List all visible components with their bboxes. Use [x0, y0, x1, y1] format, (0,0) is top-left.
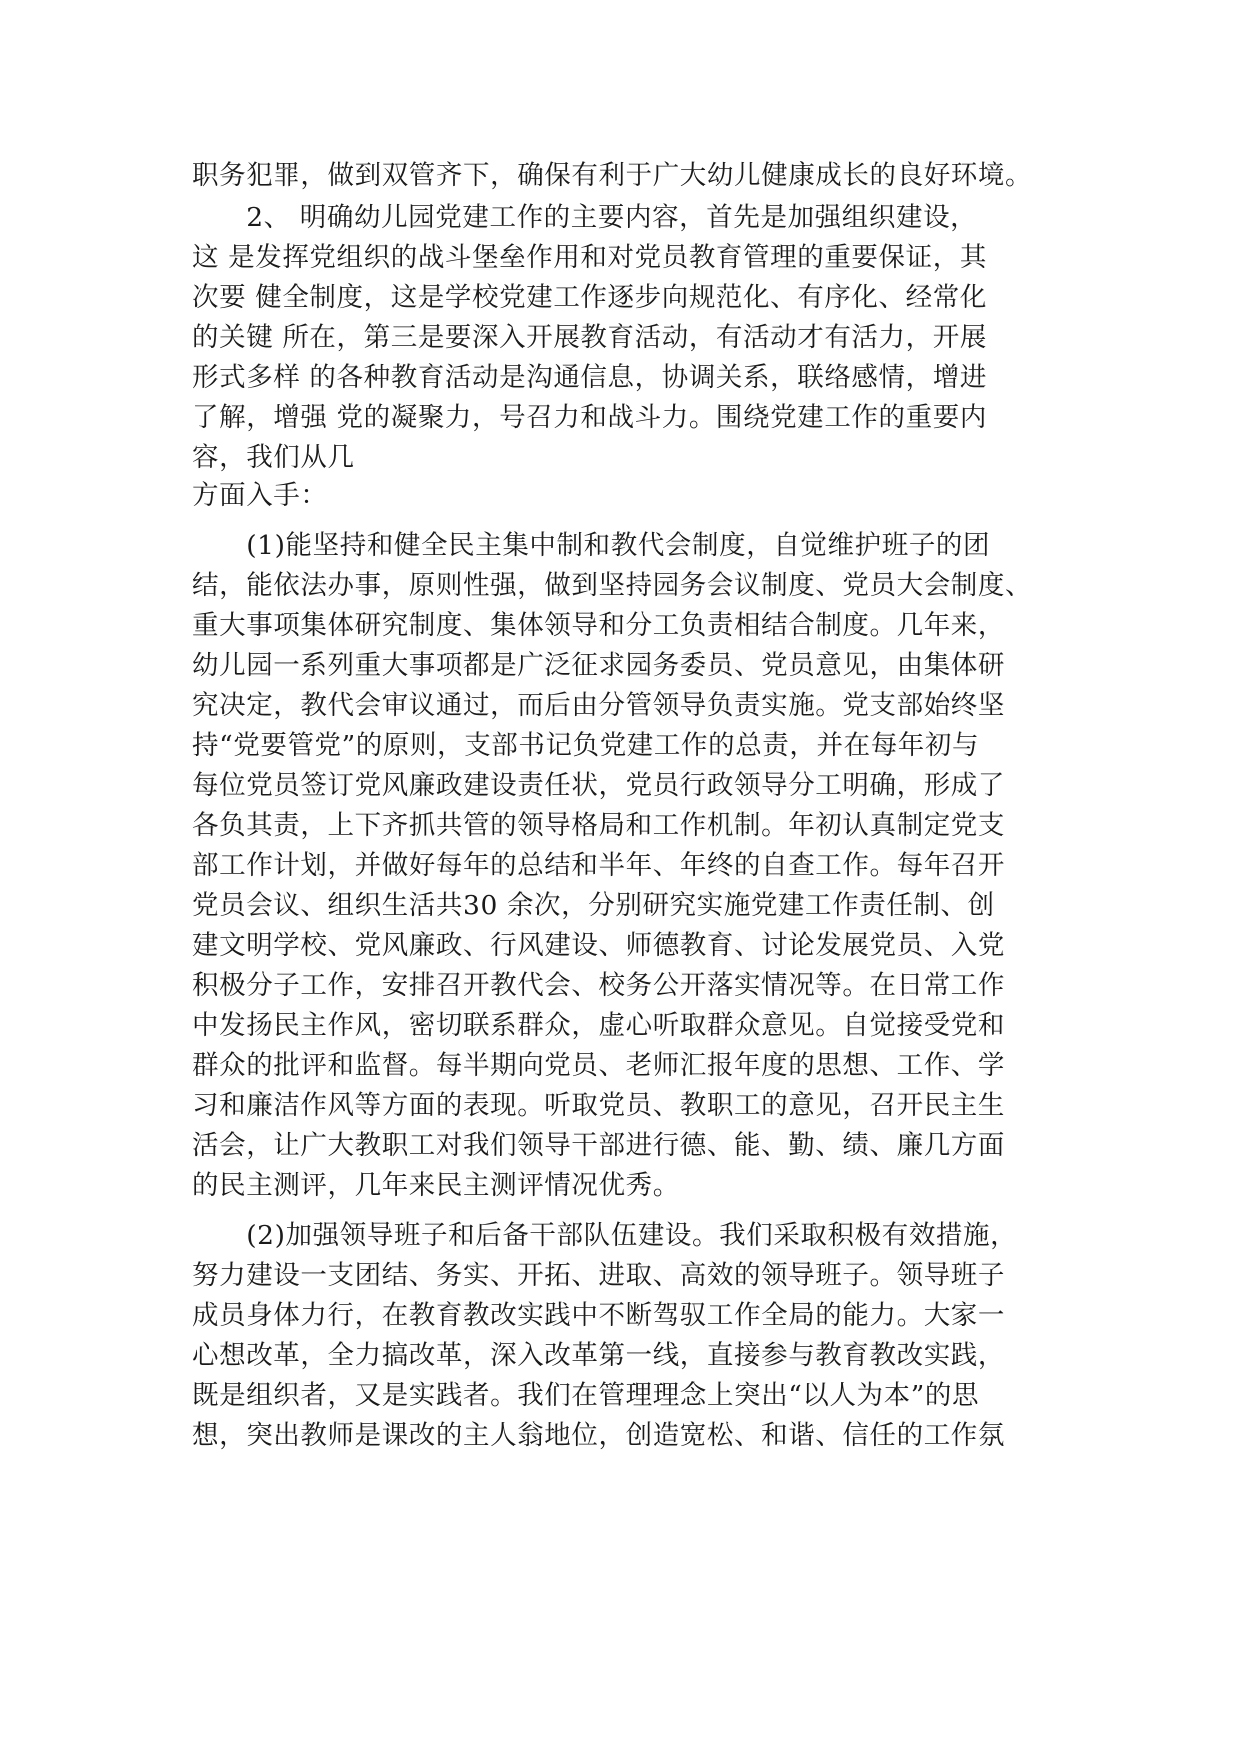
text-line: 心想改革，全力搞改革，深入改革第一线，直接参与教育教改实践， — [192, 1340, 1005, 1371]
text-line: 了解，增强 党的凝聚力，号召力和战斗力。围绕党建工作的重要内 — [192, 402, 987, 433]
text-line: 结，能依法办事，原则性强，做到坚持园务会议制度、党员大会制度、 — [192, 570, 1033, 601]
text-line: 究决定，教代会审议通过，而后由分管领导负责实施。党支部始终坚 — [192, 690, 1005, 721]
text-line: 建文明学校、党风廉政、行风建设、师德教育、讨论发展党员、入党 — [192, 930, 1005, 961]
text-line: 次要 健全制度，这是学校党建工作逐步向规范化、有序化、经常化 — [192, 282, 987, 313]
text-line: 每位党员签订党风廉政建设责任状，党员行政领导分工明确，形成了 — [192, 770, 1005, 801]
text-line: 幼儿园一系列重大事项都是广泛征求园务委员、党员意见，由集体研 — [192, 650, 1005, 681]
text-line: 积极分子工作，安排召开教代会、校务公开落实情况等。在日常工作 — [192, 970, 1005, 1001]
text-line: 职务犯罪，做到双管齐下，确保有利于广大幼儿健康成长的良好环境。 — [192, 160, 1033, 191]
text-line: 容，我们从几 — [192, 442, 355, 473]
text-line: 形式多样 的各种教育活动是沟通信息，协调关系，联络感情，增进 — [192, 362, 987, 393]
text-line: 这 是发挥党组织的战斗堡垒作用和对党员教育管理的重要保证，其 — [192, 242, 987, 273]
text-line: 既是组织者，又是实践者。我们在管理理念上突出“以人为本”的思 — [192, 1380, 980, 1411]
text-line: 群众的批评和监督。每半期向党员、老师汇报年度的思想、工作、学 — [192, 1050, 1005, 1081]
text-line: 成员身体力行，在教育教改实践中不断驾驭工作全局的能力。大家一 — [192, 1300, 1005, 1331]
text-line: 各负其责，上下齐抓共管的领导格局和工作机制。年初认真制定党支 — [192, 810, 1005, 841]
text-line: 中发扬民主作风，密切联系群众，虚心听取群众意见。自觉接受党和 — [192, 1010, 1005, 1041]
text-line: (1)能坚持和健全民主集中制和教代会制度，自觉维护班子的团 — [192, 530, 991, 561]
text-line: (2)加强领导班子和后备干部队伍建设。我们采取积极有效措施， — [192, 1220, 1018, 1251]
text-line: 2、 明确幼儿园党建工作的主要内容，首先是加强组织建设， — [192, 202, 978, 233]
text-line: 方面入手： — [192, 480, 328, 511]
text-line: 努力建设一支团结、务实、开拓、进取、高效的领导班子。领导班子 — [192, 1260, 1005, 1291]
text-line: 持“党要管党”的原则，支部书记负党建工作的总责，并在每年初与 — [192, 730, 980, 761]
text-line: 部工作计划，并做好每年的总结和半年、年终的自查工作。每年召开 — [192, 850, 1005, 881]
text-line: 活会，让广大教职工对我们领导干部进行德、能、勤、绩、廉几方面 — [192, 1130, 1005, 1161]
text-line: 的民主测评，几年来民主测评情况优秀。 — [192, 1170, 680, 1201]
text-line: 习和廉洁作风等方面的表现。听取党员、教职工的意见，召开民主生 — [192, 1090, 1005, 1121]
text-line: 的关键 所在，第三是要深入开展教育活动，有活动才有活力，开展 — [192, 322, 987, 353]
text-line: 党员会议、组织生活共30 余次，分别研究实施党建工作责任制、创 — [192, 890, 995, 921]
text-line: 想，突出教师是课改的主人翁地位，创造宽松、和谐、信任的工作氛 — [192, 1420, 1005, 1451]
text-line: 重大事项集体研究制度、集体领导和分工负责相结合制度。几年来， — [192, 610, 1005, 641]
